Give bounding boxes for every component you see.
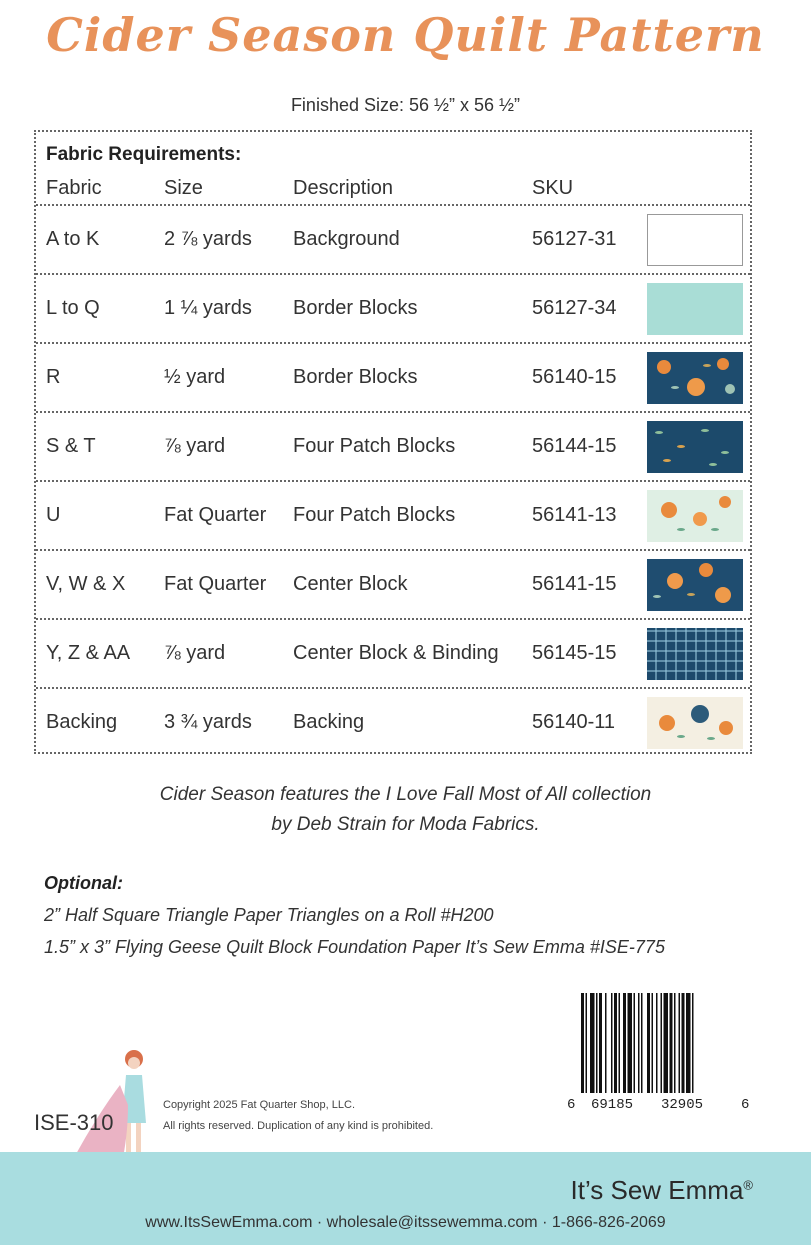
column-header-fabric: Fabric <box>46 177 102 199</box>
pattern-code: ISE-310 <box>34 1110 114 1135</box>
cell-size: ⅞ yard <box>164 435 226 457</box>
barcode-bars <box>581 993 735 1093</box>
registered-mark: ® <box>743 1177 753 1193</box>
contact-info[interactable]: www.ItsSewEmma.com · wholesale@itssewemma.com · 1-866-826-2069 <box>145 1214 666 1231</box>
optional-item: 2” Half Square Triangle Paper Triangles on a Roll #H200 <box>44 905 494 925</box>
table-row <box>36 273 750 344</box>
table-row <box>36 480 750 551</box>
optional-item: 1.5” x 3” Flying Geese Quilt Block Foundation Paper It’s Sew Emma #ISE-775 <box>44 937 665 957</box>
cell-size: ½ yard <box>164 366 226 388</box>
collection-note-line: by Deb Strain for Moda Fabrics. <box>271 814 540 835</box>
cell-fabric: R <box>46 366 61 388</box>
barcode-digit: 6 <box>567 1097 576 1113</box>
copyright-notice <box>163 1095 433 1137</box>
barcode-digit-group: 69185 <box>591 1097 634 1113</box>
table-row <box>36 687 750 758</box>
copyright-line: All rights reserved. Duplication of any kind is prohibited. <box>163 1120 434 1132</box>
collection-note-line: Cider Season features the I Love Fall Most of All collection <box>159 784 652 805</box>
cell-sku: 56127-31 <box>532 228 617 250</box>
cell-sku: 56127-34 <box>532 297 617 319</box>
fabric-swatch <box>647 421 743 473</box>
cell-description: Center Block <box>293 573 408 595</box>
pattern-title: Cider Season Quilt Pattern <box>46 8 765 62</box>
cell-size: Fat Quarter <box>164 504 267 526</box>
cell-fabric: S & T <box>46 435 96 457</box>
cell-fabric: A to K <box>46 228 100 250</box>
column-header-description: Description <box>293 177 394 199</box>
table-row <box>36 618 750 689</box>
fabric-swatch <box>647 628 743 680</box>
table-row <box>36 549 750 620</box>
table-row <box>36 204 750 275</box>
fabric-requirements-heading: Fabric Requirements: <box>46 144 242 165</box>
table-row <box>36 342 750 413</box>
optional-heading: Optional: <box>44 873 123 893</box>
fabric-swatch <box>647 697 743 749</box>
cell-sku: 56141-13 <box>532 504 617 526</box>
column-header-size: Size <box>164 177 203 199</box>
brand-name <box>571 1175 754 1206</box>
cell-fabric: L to Q <box>46 297 100 319</box>
cell-description: Background <box>293 228 400 250</box>
cell-fabric: U <box>46 504 61 526</box>
cell-sku: 56145-15 <box>532 642 617 664</box>
copyright-line: Copyright 2025 Fat Quarter Shop, LLC. <box>163 1099 355 1111</box>
cell-description: Backing <box>293 711 365 733</box>
barcode <box>567 993 750 1113</box>
cell-size: 3 ¾ yards <box>164 711 252 733</box>
fabric-swatch <box>647 352 743 404</box>
fabric-swatch <box>647 283 743 335</box>
cell-sku: 56140-11 <box>532 711 616 733</box>
fabric-swatch <box>647 559 743 611</box>
cell-description: Border Blocks <box>293 366 418 388</box>
column-header-sku: SKU <box>532 177 574 199</box>
cell-description: Four Patch Blocks <box>293 435 456 457</box>
cell-size: 2 ⅞ yards <box>164 228 252 250</box>
cell-fabric: Backing <box>46 711 118 733</box>
cell-sku: 56144-15 <box>532 435 617 457</box>
barcode-digit-group: 32905 <box>661 1097 704 1113</box>
cell-size: ⅞ yard <box>164 642 226 664</box>
fabric-swatch <box>647 490 743 542</box>
cell-size: Fat Quarter <box>164 573 267 595</box>
fabric-swatch <box>647 214 743 266</box>
cell-fabric: V, W & X <box>46 573 126 595</box>
barcode-digit: 6 <box>741 1097 750 1113</box>
cell-fabric: Y, Z & AA <box>46 642 131 664</box>
cell-description: Border Blocks <box>293 297 418 319</box>
cell-description: Four Patch Blocks <box>293 504 456 526</box>
cell-description: Center Block & Binding <box>293 642 499 664</box>
table-row <box>36 411 750 482</box>
fabric-requirements-table <box>34 130 752 754</box>
cell-size: 1 ¼ yards <box>164 297 252 319</box>
cell-sku: 56140-15 <box>532 366 617 388</box>
collection-note <box>0 780 811 840</box>
brand-text: It’s Sew Emma <box>570 1175 744 1205</box>
finished-size: Finished Size: 56 ½” x 56 ½” <box>290 95 521 115</box>
cell-sku: 56141-15 <box>532 573 617 595</box>
